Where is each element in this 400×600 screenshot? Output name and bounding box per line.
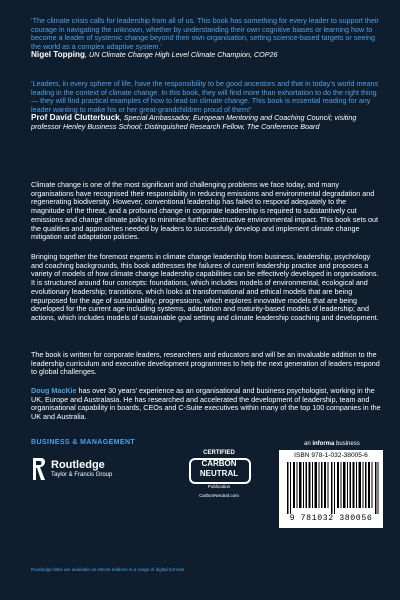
quote-attribution: [31, 114, 381, 131]
endorser-role: , Special Ambassador, European Mentoring and Coaching Council; visiting professor Henley Business School; Distinguished Research Fellow, The Conference Board: [31, 113, 357, 131]
ebook-footer-note: Routledge titles are available as eBook editions in a range of digital formats: [31, 567, 185, 572]
endorser-name: Nigel Topping: [31, 50, 85, 60]
barcode-number: 9 781032 380056: [289, 514, 373, 523]
barcode-block: [279, 450, 383, 528]
author-name: Doug MacKie: [31, 386, 77, 395]
cert-url: CarbonNeutral.com: [199, 493, 239, 498]
endorser-role: , UN Climate Change High Level Climate Champion, COP26: [84, 50, 278, 60]
routledge-r-icon: [31, 456, 47, 482]
endorsement-quote-1: [31, 17, 381, 60]
cert-title: CARBON NEUTRAL: [199, 459, 239, 478]
endorser-name: Prof David Clutterbuck: [31, 113, 120, 123]
subject-category: BUSINESS & MANAGEMENT: [31, 439, 136, 446]
quote-text: ‘Leaders, in every sphere of life, have the responsibility to be good ancestors and that in today’s world means leading in the context of climate change. In this book, they will find more than exhortation to do the right thing — they will find practical examples of how to lead on climate change. This book is essential reading for any leader wanting to make his or her great-grandchildren proud of them!’: [31, 79, 379, 114]
cert-label: CERTIFIED: [203, 450, 235, 456]
author-bio-text: has over 30 years’ experience as an organisational and business psychologist, working in the UK, Europe and Australasia. He has researched and accelerated the development of leadership, team and organisational capability in boards, CEOs and C-Suite executives within many of the top 100 companies in the UK and Australia.: [31, 386, 381, 422]
description-paragraph-1: Climate change is one of the most significant and challenging problems we face today, and many organisations have recognised their responsibility in reducing emissions and environmental degradation and regenerating biodiversity. However, conventional leadership has failed to respond adequately to the magnitude of the threat, and a profound change in corporate leadership is required to substantively cut emissions and change climate policy to minimise further destructive environmental impact. This book sets out the qualities and approaches needed by leaders to successfully develop and implement climate change mitigation and adaptation policies.: [31, 180, 379, 242]
carbon-neutral-badge: [185, 448, 253, 538]
author-bio: [31, 387, 381, 422]
publisher-sub: Taylor & Francis Group: [51, 472, 113, 478]
isbn-label: ISBN 978-1-032-38005-6: [294, 452, 368, 459]
description-paragraph-2: Bringing together the foremost experts in climate change leadership from business, leadership, psychology and coaching backgrounds, this book addresses the failures of current leadership practice and proposes a variety of models of how climate change leadership capabilities can be effectively developed in organisations. It is structured around four concepts: foundations, which includes models of environmental, ecological and evolutionary leadership; transitions, which looks at transformational and ethical models that are being repurposed for the age of sustainability; progressions, which explores innovative models that are being developed for the current age including systems, adaptation and maturity-based models of leadership; and actions, which includes models of sustainable goal setting and climate leadership coaching and development.: [31, 252, 379, 322]
endorsement-quote-2: [31, 80, 381, 132]
informa-tagline: an informa business: [304, 441, 360, 447]
quote-attribution: [31, 51, 381, 60]
quote-text: ‘The climate crisis calls for leadership from all of us. This book has something for every leader to support their courage in navigating the unknown, whether by understanding their own cognitive biases or learning how to become a leader of systemic change beyond their own organisation, setting science-based targets or seeing the world as a complex adaptive system.’: [31, 16, 379, 51]
cert-publication: Publication: [207, 484, 231, 489]
barcode-icon: [287, 462, 379, 514]
description-paragraph-3: The book is written for corporate leaders, researchers and educators and will be an invaluable addition to the leadership curriculum and executive development programmes to help the next generation of leaders respond to global challenges.: [31, 350, 380, 377]
publisher-logo: [31, 450, 151, 490]
publisher-name: Routledge: [51, 459, 105, 471]
